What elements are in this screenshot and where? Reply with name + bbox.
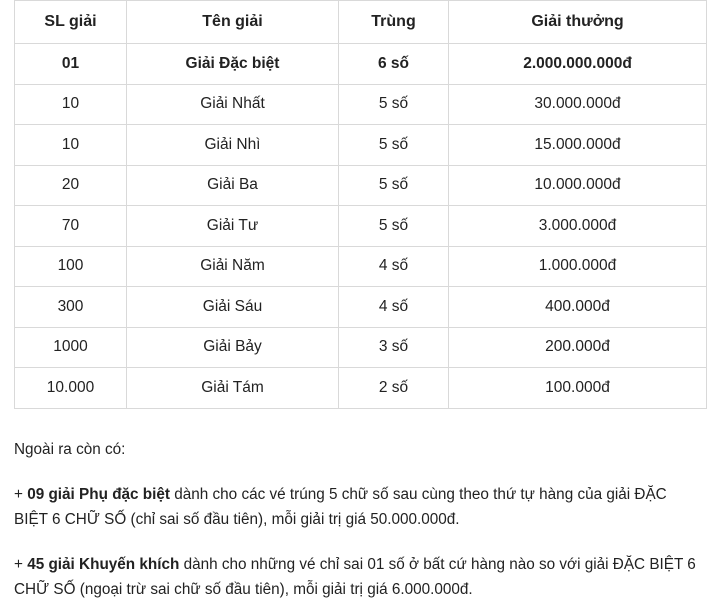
cell-prize-value: 200.000đ xyxy=(449,327,707,368)
cell-prize-value: 1.000.000đ xyxy=(449,246,707,287)
cell-prize-value: 30.000.000đ xyxy=(449,84,707,125)
cell-quantity: 100 xyxy=(15,246,127,287)
cell-prize-name: Giải Tư xyxy=(127,206,339,247)
cell-match: 5 số xyxy=(339,165,449,206)
note-special-rest: dành cho các vé trúng 5 chữ số sau cùng theo thứ tự hàng của giải ĐẶC BIỆT 6 CHỮ SỐ (chỉ sai số đầu tiên), mỗi giải trị giá 50.000.000đ. xyxy=(14,485,667,528)
table-row xyxy=(15,44,707,85)
cell-match: 3 số xyxy=(339,327,449,368)
table-row xyxy=(15,368,707,409)
cell-prize-name: Giải Bảy xyxy=(127,327,339,368)
cell-prize-name: Giải Nhất xyxy=(127,84,339,125)
table-header xyxy=(15,1,707,44)
cell-quantity: 10 xyxy=(15,125,127,166)
note-consolation-bold: 45 giải Khuyến khích xyxy=(27,555,180,573)
cell-match: 4 số xyxy=(339,246,449,287)
column-header-quantity: SL giải xyxy=(15,1,127,44)
note-special-bold: 09 giải Phụ đặc biệt xyxy=(27,485,170,503)
note-consolation-prize xyxy=(14,552,704,602)
cell-quantity: 1000 xyxy=(15,327,127,368)
cell-prize-name: Giải Nhì xyxy=(127,125,339,166)
cell-match: 2 số xyxy=(339,368,449,409)
cell-quantity: 10 xyxy=(15,84,127,125)
note-special-prefix: + xyxy=(14,485,28,503)
cell-match: 4 số xyxy=(339,287,449,328)
cell-prize-value: 100.000đ xyxy=(449,368,707,409)
cell-match: 5 số xyxy=(339,125,449,166)
notes-section xyxy=(0,437,720,602)
cell-quantity: 300 xyxy=(15,287,127,328)
cell-prize-value: 15.000.000đ xyxy=(449,125,707,166)
table-row xyxy=(15,287,707,328)
cell-prize-name: Giải Sáu xyxy=(127,287,339,328)
table-row xyxy=(15,246,707,287)
note-consolation-prefix: + xyxy=(14,555,28,573)
table-row xyxy=(15,165,707,206)
cell-match: 5 số xyxy=(339,206,449,247)
cell-prize-name: Giải Năm xyxy=(127,246,339,287)
table-row xyxy=(15,327,707,368)
cell-match: 5 số xyxy=(339,84,449,125)
column-header-prize-name: Tên giải xyxy=(127,1,339,44)
column-header-prize-value: Giải thưởng xyxy=(449,1,707,44)
column-header-match: Trùng xyxy=(339,1,449,44)
table-body xyxy=(15,44,707,409)
cell-quantity: 20 xyxy=(15,165,127,206)
cell-prize-value: 2.000.000.000đ xyxy=(449,44,707,85)
table-header-row xyxy=(15,1,707,44)
prize-table xyxy=(14,0,707,409)
table-row xyxy=(15,125,707,166)
cell-prize-value: 10.000.000đ xyxy=(449,165,707,206)
cell-match: 6 số xyxy=(339,44,449,85)
notes-lead: Ngoài ra còn có: xyxy=(14,440,126,458)
note-consolation-rest: dành cho những vé chỉ sai 01 số ở bất cứ hàng nào so với giải ĐẶC BIỆT 6 CHỮ SỐ (ngoại trừ sai chữ số đầu tiên), mỗi giải trị giá 6.000.000đ. xyxy=(14,555,696,598)
cell-prize-value: 3.000.000đ xyxy=(449,206,707,247)
cell-prize-value: 400.000đ xyxy=(449,287,707,328)
cell-prize-name: Giải Đặc biệt xyxy=(127,44,339,85)
cell-quantity: 70 xyxy=(15,206,127,247)
cell-quantity: 01 xyxy=(15,44,127,85)
cell-prize-name: Giải Tám xyxy=(127,368,339,409)
table-row xyxy=(15,84,707,125)
table-row xyxy=(15,206,707,247)
cell-quantity: 10.000 xyxy=(15,368,127,409)
note-special-prize xyxy=(14,482,704,532)
cell-prize-name: Giải Ba xyxy=(127,165,339,206)
